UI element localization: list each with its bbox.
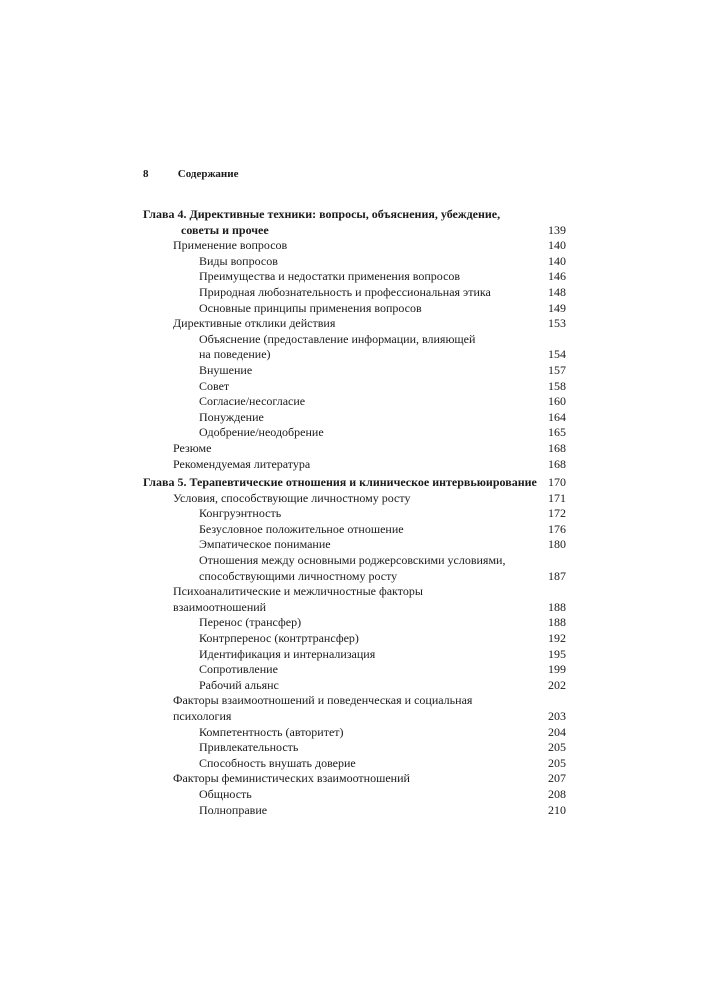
toc-entry-line: [143, 569, 566, 585]
toc-entry-line: [143, 285, 566, 301]
toc-entry-text: Условия, способствующие личностному росту: [173, 490, 411, 505]
toc-entry-line: [143, 394, 566, 410]
toc-page-number: 154: [548, 347, 566, 362]
toc-entry-line: [143, 740, 566, 756]
toc-entry-line: [143, 379, 566, 395]
toc-page-number: 172: [548, 506, 566, 521]
toc-entry-text: Понуждение: [199, 409, 264, 424]
toc-page-number: 158: [548, 378, 566, 393]
toc-entry-line: [143, 301, 566, 317]
toc-entry-text: Отношения между основными роджерсовскими условиями,: [199, 553, 506, 568]
toc-page-number: 148: [548, 284, 566, 299]
toc-entry-line: [143, 631, 566, 647]
chapter-title-line: [143, 475, 566, 491]
toc-page-number: 180: [548, 537, 566, 552]
toc-page-number: 203: [548, 709, 566, 723]
toc-entry-line: [143, 254, 566, 270]
page-number: 8: [143, 168, 149, 180]
toc-page-number: 171: [548, 490, 566, 505]
toc-chapter: [143, 475, 566, 818]
toc-entry-text: Факторы взаимоотношений и поведенческая и социальная: [173, 693, 473, 708]
running-title: Содержание: [177, 168, 239, 180]
toc-entry-text: Полноправие: [199, 802, 268, 817]
toc-entry-text: Директивные отклики действия: [173, 316, 336, 331]
toc-entry-text: Резюме: [173, 440, 212, 455]
toc-page-number: 139: [548, 222, 566, 237]
toc-page-number: 210: [548, 802, 566, 817]
toc-entry-text: Рабочий альянс: [199, 677, 279, 692]
toc-entry-line: [143, 238, 566, 254]
toc-entry-line: [143, 803, 566, 819]
toc-entry-text: Основные принципы применения вопросов: [199, 300, 422, 315]
toc-entry-line: [143, 725, 566, 741]
toc-entry-line: [143, 441, 566, 457]
toc-entry-line: [143, 693, 566, 709]
toc-entry-text: Идентификация и интернализация: [199, 646, 376, 661]
toc-page-number: 149: [548, 300, 566, 315]
toc-page-number: 202: [548, 677, 566, 692]
toc-entry-line: [143, 553, 566, 569]
toc-page-number: 170: [548, 475, 566, 490]
toc-entry-text: Безусловное положительное отношение: [199, 521, 404, 536]
toc-entry-text: Перенос (трансфер): [199, 615, 302, 630]
toc-page-number: 188: [548, 599, 566, 614]
toc-entry-line: [143, 363, 566, 379]
table-of-contents: [143, 207, 566, 818]
toc-entry-text: Глава 4. Директивные техники: вопросы, объяснения, убеждение,: [143, 207, 501, 221]
toc-entry-text: Природная любознательность и профессиональная этика: [199, 284, 491, 299]
toc-entry-text: Объяснение (предоставление информации, влияющей: [199, 331, 476, 346]
toc-entry-line: [143, 347, 566, 363]
toc-entry-text: на поведение): [199, 347, 271, 362]
toc-page-number: 165: [548, 425, 566, 440]
toc-chapter: [143, 207, 566, 472]
toc-entry-text: Сопротивление: [199, 662, 278, 677]
toc-entry-text: Преимущества и недостатки применения вопросов: [199, 269, 461, 284]
toc-entry-text: Эмпатическое понимание: [199, 537, 331, 552]
toc-entry-text: Привлекательность: [199, 740, 299, 755]
chapter-title-line: [143, 223, 566, 239]
toc-entry-text: Глава 5. Терапевтические отношения и клиническое интервьюирование: [143, 475, 537, 490]
toc-page-number: 140: [548, 238, 566, 253]
toc-entry-line: [143, 537, 566, 553]
toc-entry-line: [143, 709, 566, 725]
toc-entry-line: [143, 647, 566, 663]
toc-page-number: 146: [548, 269, 566, 284]
toc-entry-text: взаимоотношений: [173, 599, 267, 614]
toc-entry-line: [143, 600, 566, 616]
toc-entry-line: [143, 269, 566, 285]
toc-page-number: 205: [548, 740, 566, 755]
toc-page-number: 195: [548, 646, 566, 661]
toc-entry-text: Контрперенос (контртрансфер): [199, 631, 359, 646]
chapter-title-line: [143, 207, 566, 223]
toc-entry-text: Общность: [199, 786, 252, 801]
toc-entry-line: [143, 584, 566, 600]
toc-entry-text: Рекомендуемая литература: [173, 456, 311, 471]
toc-page-number: 208: [548, 786, 566, 801]
toc-entry-line: [143, 457, 566, 473]
toc-entry-text: Психоаналитические и межличностные факторы: [173, 584, 423, 599]
toc-entry-line: [143, 756, 566, 772]
toc-entry-line: [143, 615, 566, 631]
toc-entry-line: [143, 787, 566, 803]
toc-entry-text: Компетентность (авторитет): [199, 724, 344, 739]
toc-entry-line: [143, 332, 566, 348]
toc-entry-line: [143, 771, 566, 787]
toc-entry-line: [143, 425, 566, 441]
toc-page-number: 157: [548, 362, 566, 377]
toc-entry-text: Совет: [199, 378, 230, 393]
toc-entry-text: Факторы феминистических взаимоотношений: [173, 771, 410, 786]
toc-page-number: 205: [548, 755, 566, 770]
toc-page-number: 187: [548, 568, 566, 583]
toc-page-number: 176: [548, 521, 566, 536]
toc-page-number: 168: [548, 456, 566, 471]
toc-entry-text: Виды вопросов: [199, 253, 278, 268]
toc-page-number: 204: [548, 724, 566, 739]
toc-entry-text: Применение вопросов: [173, 238, 288, 253]
toc-page-number: 160: [548, 394, 566, 409]
toc-entry-line: [143, 506, 566, 522]
toc-entry-text: Согласие/несогласие: [199, 394, 306, 409]
toc-entry-text: Внушение: [199, 362, 253, 377]
toc-page-number: 164: [548, 409, 566, 424]
toc-entry-line: [143, 316, 566, 332]
toc-entry-text: Конгруэнтность: [199, 506, 282, 521]
running-head: [143, 168, 238, 180]
toc-page-number: 199: [548, 662, 566, 677]
toc-page-number: 192: [548, 631, 566, 646]
toc-entry-text: способствующими личностному росту: [199, 568, 398, 583]
toc-entry-line: [143, 491, 566, 507]
toc-entry-text: психология: [173, 709, 232, 723]
toc-page-number: 188: [548, 615, 566, 630]
toc-page-number: 207: [548, 771, 566, 786]
toc-entry-line: [143, 678, 566, 694]
toc-entry-text: Одобрение/неодобрение: [199, 425, 324, 440]
toc-page-number: 153: [548, 316, 566, 331]
toc-entry-text: Способность внушать доверие: [199, 755, 356, 770]
toc-entry-text: советы и прочее: [181, 222, 269, 237]
toc-page-number: 140: [548, 253, 566, 268]
toc-entry-line: [143, 662, 566, 678]
toc-entry-line: [143, 410, 566, 426]
toc-page-number: 168: [548, 440, 566, 455]
toc-entry-line: [143, 522, 566, 538]
